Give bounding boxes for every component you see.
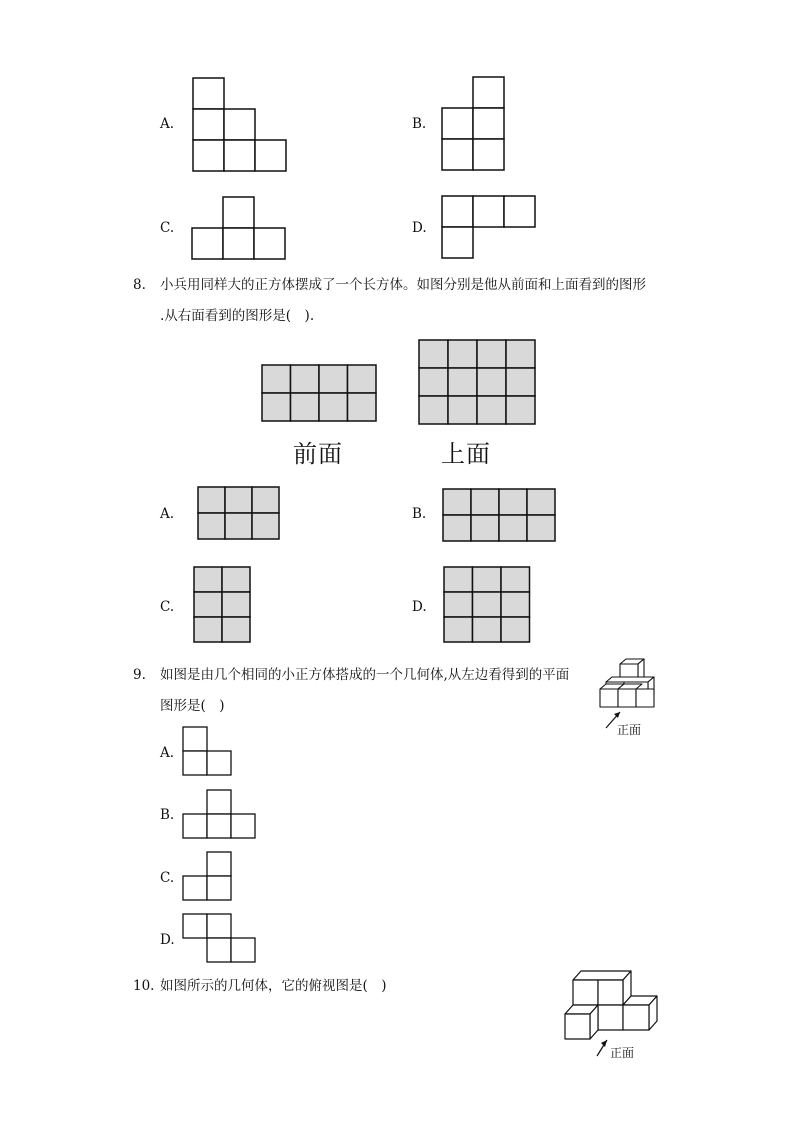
q9-option-c-label: C. [160, 870, 175, 886]
q9-option-a-figure [182, 726, 234, 777]
q9-stem-line1: 如图是由几个相同的小正方体搭成的一个几何体,从左边看得到的平面 [160, 667, 570, 683]
q8-option-d-label: D. [412, 599, 427, 615]
q7-option-d-figure [441, 195, 537, 259]
q8-stem-line1: 小兵用同样大的正方体摆成了一个长方体。如图分别是他从前面和上面看到的图形 [160, 277, 646, 293]
q8-stem-line2: .从右面看到的图形是( ). [160, 308, 315, 324]
q7-option-b-label: B. [412, 116, 427, 132]
q8-top-label: 上面 [441, 440, 491, 468]
q8-option-d-figure [443, 566, 531, 644]
q9-option-d-figure [182, 913, 258, 964]
q8-option-a-figure [197, 486, 281, 540]
q9-option-b-figure [182, 789, 258, 840]
q9-option-b-label: B. [160, 807, 175, 823]
q8-front-label: 前面 [293, 440, 343, 468]
q8-option-c-label: C. [160, 599, 175, 615]
q8-option-c-figure [193, 566, 252, 644]
q8-option-a-label: A. [160, 506, 175, 522]
q10-number: 10. [133, 978, 155, 994]
q8-number: 8. [133, 277, 146, 293]
q9-option-c-figure [182, 851, 234, 902]
q7-option-c-figure [191, 196, 287, 260]
q10-front-label: 正面 [610, 1046, 635, 1060]
q9-option-d-label: D. [160, 932, 175, 948]
q9-stem-line2: 图形是( ) [160, 698, 225, 714]
q9-front-label: 正面 [617, 723, 642, 737]
q10-stem-line1: 如图所示的几何体，它的俯视图是( ) [160, 978, 387, 994]
q7-option-b-figure [441, 76, 505, 172]
q8-option-b-figure [442, 488, 556, 542]
q7-option-a-label: A. [160, 116, 175, 132]
q9-number: 9. [133, 667, 146, 683]
q8-option-b-label: B. [412, 506, 427, 522]
q7-option-a-figure [192, 77, 287, 172]
q7-option-d-label: D. [412, 220, 427, 236]
q7-option-c-label: C. [160, 220, 175, 236]
q8-top-view-figure [418, 339, 536, 425]
q8-front-view-figure [261, 364, 377, 422]
q9-option-a-label: A. [160, 745, 175, 761]
